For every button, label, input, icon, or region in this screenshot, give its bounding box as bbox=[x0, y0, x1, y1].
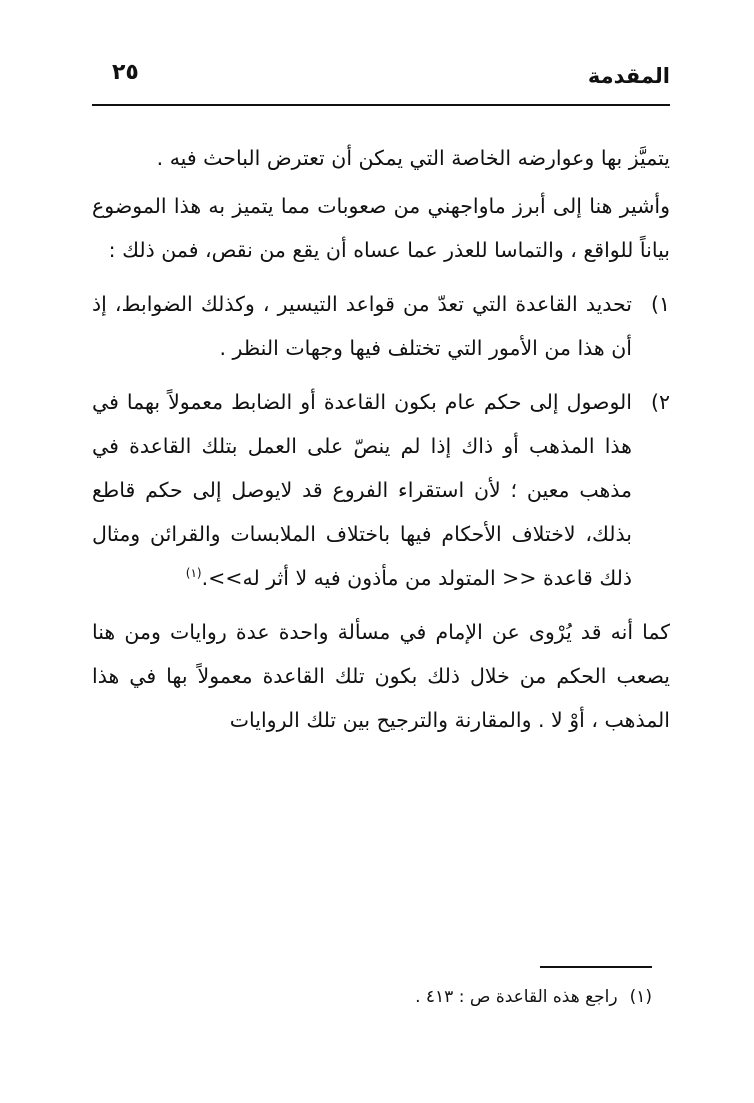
list-item-number: ٢) bbox=[650, 390, 670, 414]
list-item-number: ١) bbox=[650, 292, 670, 316]
list-item-1 bbox=[92, 282, 670, 370]
page-header bbox=[92, 58, 670, 102]
paragraph-1: يتميَّز بها وعوارضه الخاصة التي يمكن أن تعترض الباحث فيه . bbox=[156, 146, 670, 170]
footnote-number: (١) bbox=[629, 987, 652, 1007]
continuation-paragraph: كما أنه قد يُرْوى عن الإمام في مسألة واحدة عدة روايات ومن هنا يصعب الحكم من خلال ذلك بكون تلك القاعدة معمولاً بها في هذا المذهب ، أوْ لا . والمقارنة والترجيح بين تلك الروايات bbox=[92, 620, 670, 732]
footnote-reference[interactable]: (١) bbox=[185, 566, 202, 581]
footnote-text: راجع هذه القاعدة ص : ٤١٣ . bbox=[415, 987, 618, 1007]
paragraph-2: وأشير هنا إلى أبرز ماواجهني من صعوبات مما يتميز به هذا الموضوع بياناً للواقع ، والتماسا للعذر عما عساه أن يقع من نقص، فمن ذلك : bbox=[92, 194, 670, 262]
list-item-2 bbox=[92, 380, 670, 600]
body-text bbox=[92, 136, 670, 742]
footnote bbox=[415, 984, 652, 1010]
list-item-2-body: الوصول إلى حكم عام بكون القاعدة أو الضابط معمولاً بهما في هذا المذهب أو ذاك إذا لم ينصّ على العمل بتلك القاعدة في مذهب معين ؛ لأن استقراء الفروع قد لايوصل إلى حكم قاطع بذلك، لاختلاف الأحكام فيها باختلاف الملابسات والقرائن ومثال ذلك قاعدة << المتولد من مأذون فيه لا أثر له>>. bbox=[92, 390, 632, 590]
running-title: المقدمة bbox=[587, 64, 670, 88]
header-rule bbox=[92, 104, 670, 106]
page-number: ٢٥ bbox=[112, 60, 139, 85]
list-item-text bbox=[92, 380, 632, 600]
list-item-text: تحديد القاعدة التي تعدّ من قواعد التيسير ، وكذلك الضوابط، إذ أن هذا من الأمور التي تختلف فيها وجهات النظر . bbox=[92, 292, 632, 360]
footnote-rule bbox=[540, 966, 652, 968]
